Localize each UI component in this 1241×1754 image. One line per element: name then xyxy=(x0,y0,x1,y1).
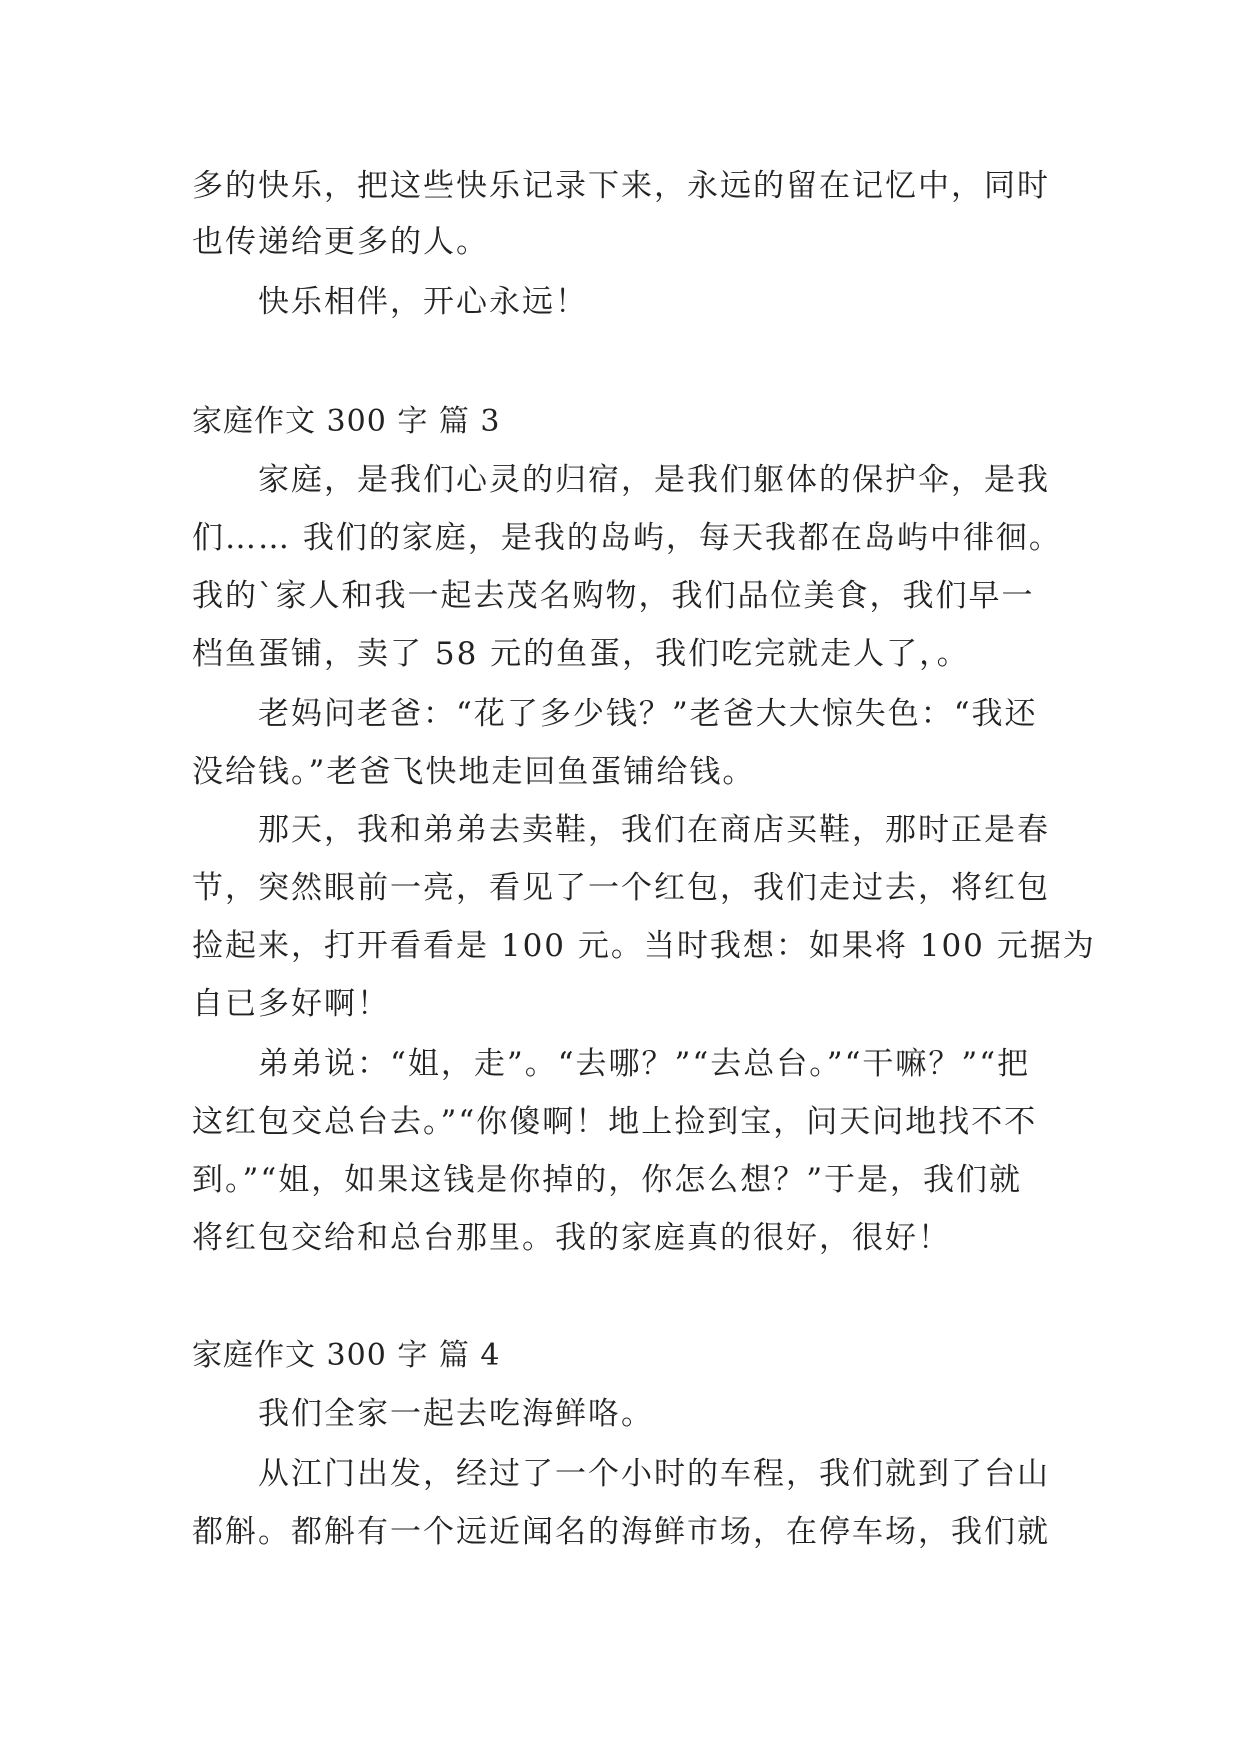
text-line: 弟弟说：“姐，走”。“去哪？”“去总台。”“干嘛？”“把 xyxy=(192,1046,1031,1082)
text-line: 从江门出发，经过了一个小时的车程，我们就到了台山 xyxy=(192,1456,1050,1492)
text-line: 家庭，是我们心灵的归宿，是我们躯体的保护伞，是我 xyxy=(192,462,1050,498)
section-heading: 家庭作文 300 字 篇 4 xyxy=(192,1338,501,1373)
text-line: 们…… 我们的家庭，是我的岛屿，每天我都在岛屿中徘徊。 xyxy=(192,520,1062,556)
text-line: 到。”“姐，如果这钱是你掉的，你怎么想？”于是，我们就 xyxy=(192,1162,1023,1198)
text-line: 没给钱。”老爸飞快地走回鱼蛋铺给钱。 xyxy=(192,754,756,790)
text-line: 这红包交总台去。”“你傻啊！地上捡到宝，问天问地找不不 xyxy=(192,1104,1038,1140)
text-line: 多的快乐，把这些快乐记录下来，永远的留在记忆中，同时 xyxy=(192,168,1050,204)
text-line: 节，突然眼前一亮，看见了一个红包，我们走过去，将红包 xyxy=(192,870,1050,906)
text-line: 我的`家人和我一起去茂名购物，我们品位美食，我们早一 xyxy=(192,578,1035,614)
text-line: 捡起来，打开看看是 100 元。当时我想：如果将 100 元据为 xyxy=(192,928,1096,964)
section-heading: 家庭作文 300 字 篇 3 xyxy=(192,404,501,439)
text-line: 那天，我和弟弟去卖鞋，我们在商店买鞋，那时正是春 xyxy=(192,812,1050,848)
text-line: 档鱼蛋铺，卖了 58 元的鱼蛋，我们吃完就走人了，。 xyxy=(192,636,970,672)
text-line: 也传递给更多的人。 xyxy=(192,224,489,260)
text-line: 自已多好啊！ xyxy=(192,986,390,1022)
text-line: 老妈问老爸：“花了多少钱？”老爸大大惊失色：“我还 xyxy=(192,696,1038,732)
text-line: 将红包交给和总台那里。我的家庭真的很好，很好！ xyxy=(192,1220,951,1256)
text-line: 我们全家一起去吃海鲜咯。 xyxy=(192,1396,654,1432)
text-line: 快乐相伴，开心永远！ xyxy=(192,284,588,320)
text-line: 都斛。都斛有一个远近闻名的海鲜市场，在停车场，我们就 xyxy=(192,1514,1050,1550)
